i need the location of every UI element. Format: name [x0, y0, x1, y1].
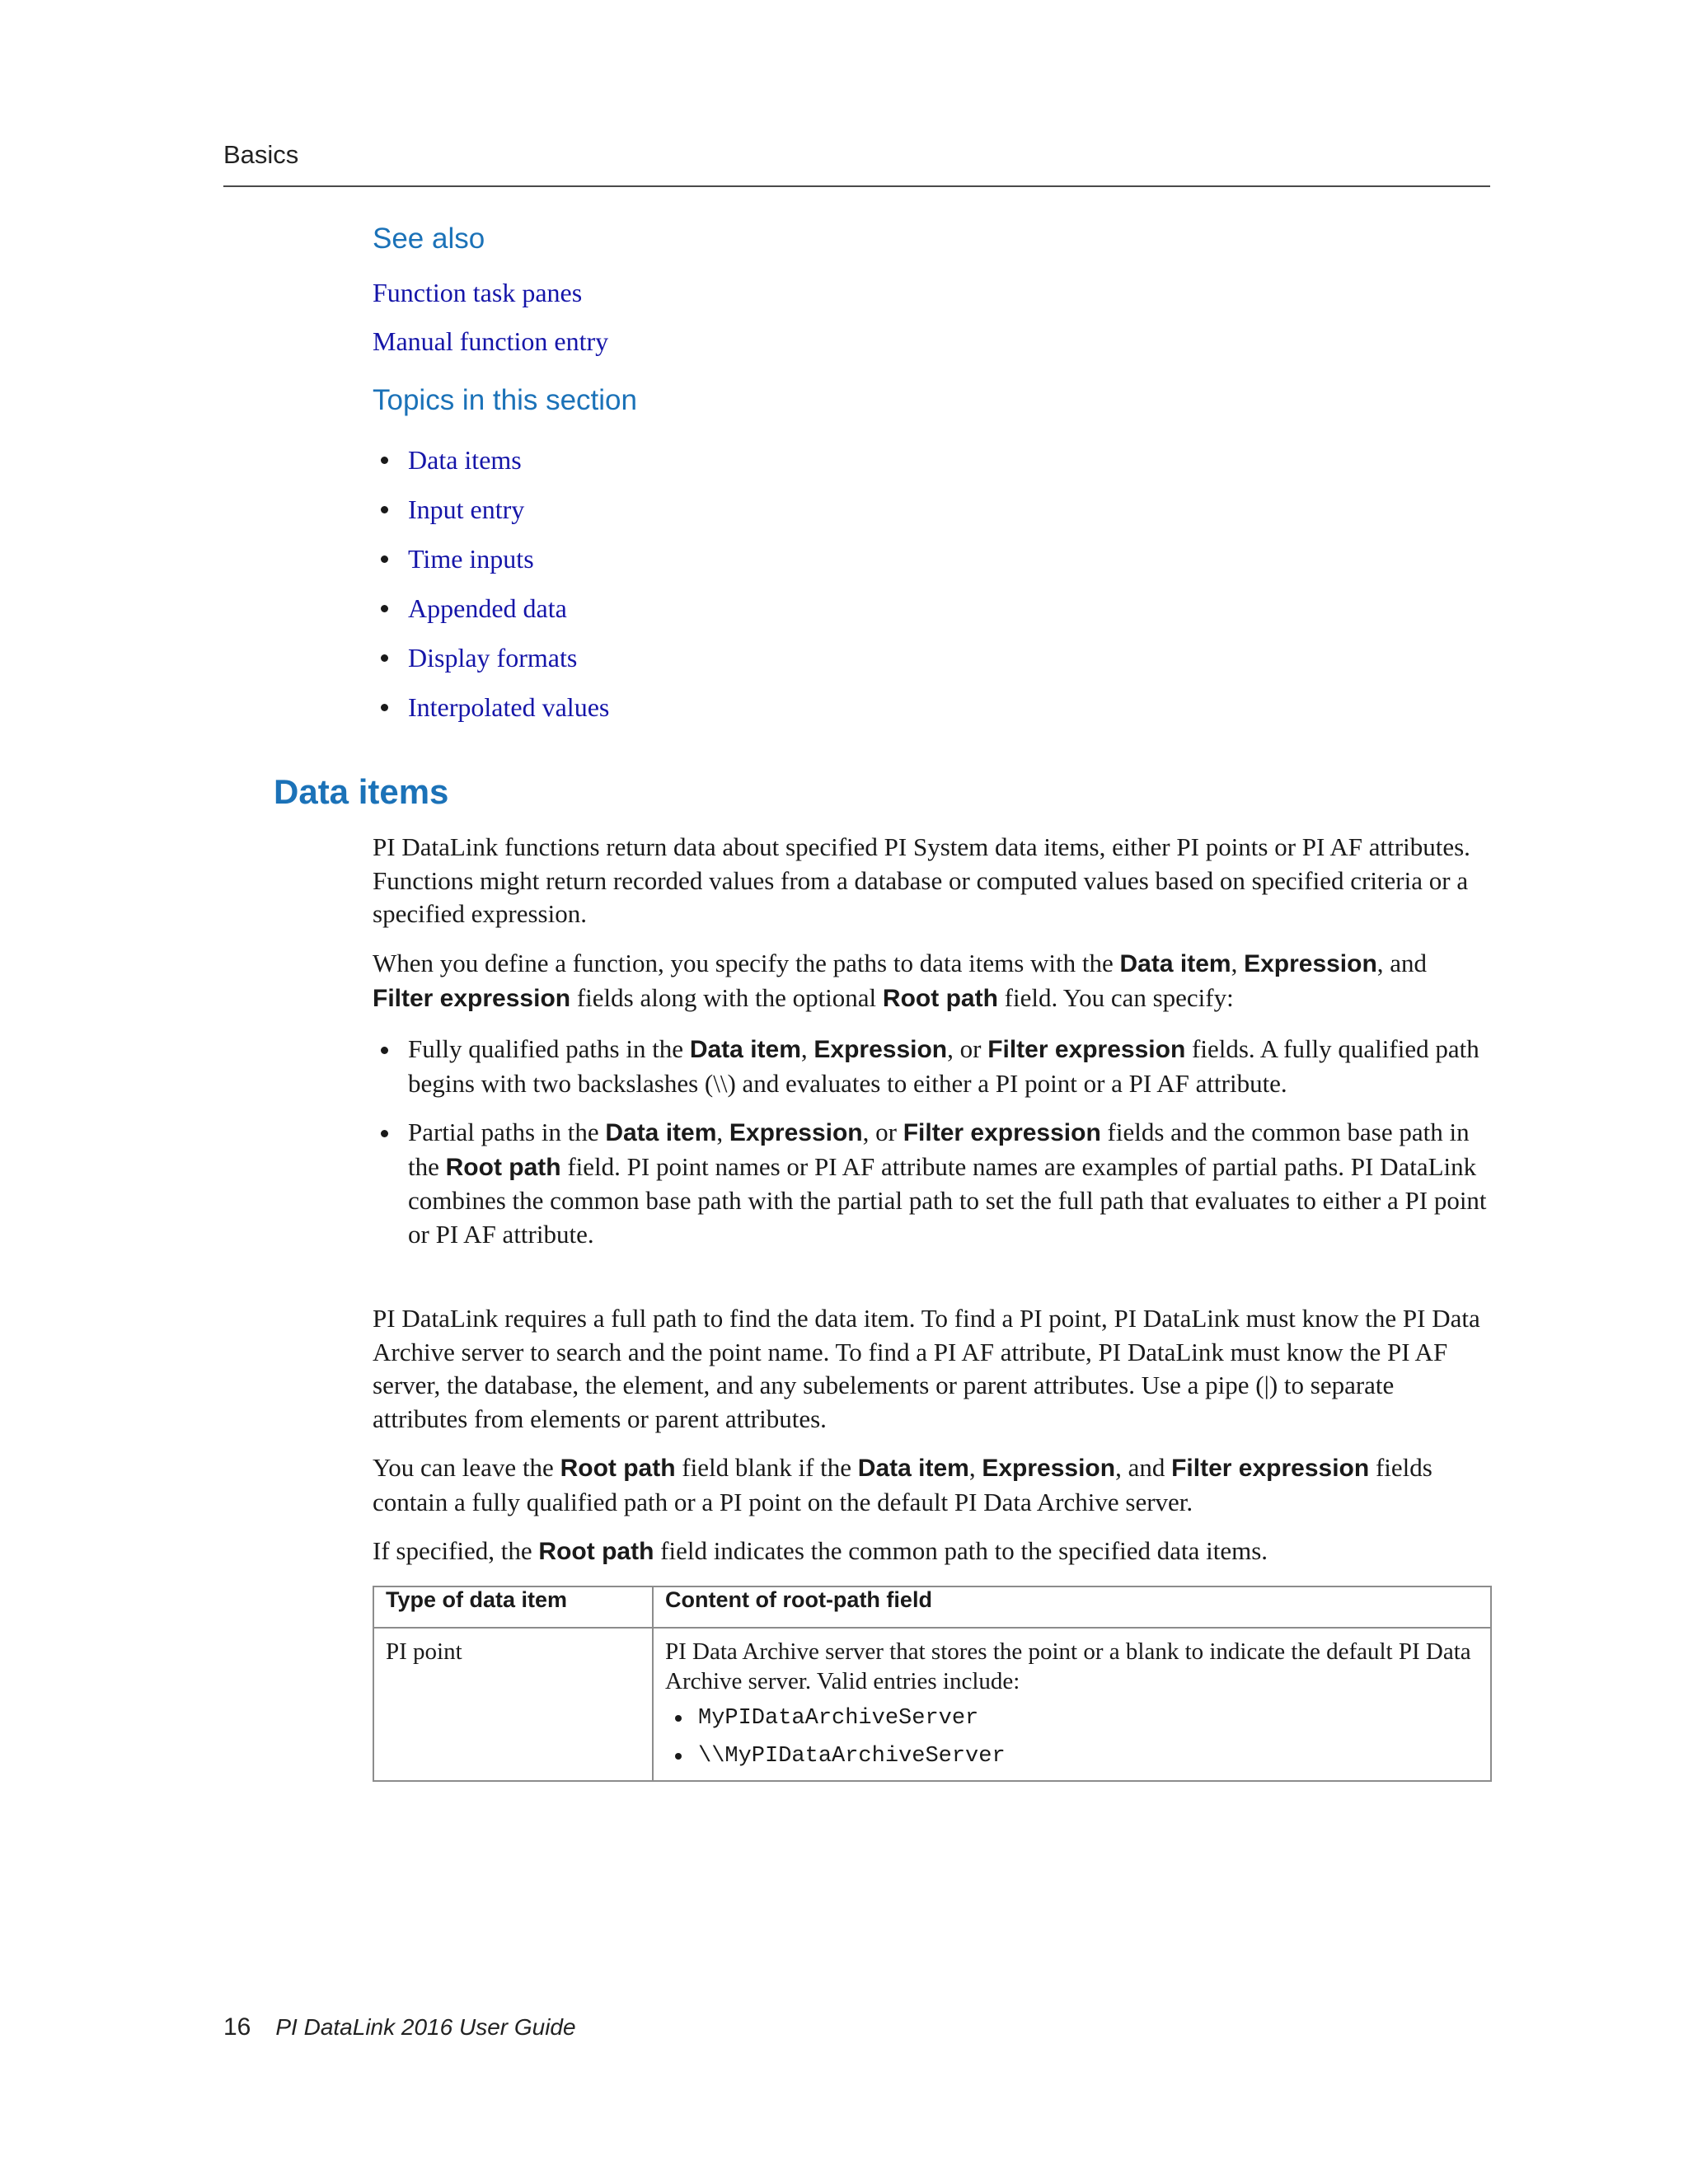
root-path-table [373, 1586, 1492, 1782]
bullet-icon [381, 1130, 388, 1137]
footer-title: PI DataLink 2016 User Guide [275, 2014, 576, 2040]
page-footer [223, 2013, 576, 2041]
see-also-heading: See also [373, 223, 485, 255]
bullet-fully-qualified: Fully qualified paths in the Data item, Expression, or Filter expression fields. A fully qualified path begins with two backslashes (\\) and evaluates to either a PI point or a PI AF attribute. [373, 1033, 1490, 1100]
bullet-partial-paths: Partial paths in the Data item, Expression, or Filter expression fields and the common base path in the Root path field. PI point names or PI AF attribute names are examples of partial paths. PI DataLink combines the common base path with the partial path to set the full path that evaluates to either a PI point or PI AF attribute. [373, 1116, 1490, 1251]
topic-time-inputs[interactable]: Time inputs [373, 541, 609, 590]
table-cell-content: PI Data Archive server that stores the point or a blank to indicate the default PI Data Archive server. Valid entries include: MyPIDataArchiveServer \\MyPIDataArchiveServer [653, 1628, 1491, 1781]
section-title: Data items [274, 772, 449, 811]
link-manual-function-entry[interactable]: Manual function entry [373, 326, 609, 356]
table-cell-type: PI point [373, 1628, 653, 1781]
table-header-type: Type of data item [373, 1586, 653, 1628]
table-header-row [373, 1586, 1491, 1628]
valid-entry: \\MyPIDataArchiveServer [665, 1737, 1479, 1775]
paragraph-define-paths: When you define a function, you specify the paths to data items with the Data item, Expression, and Filter expression fields along with the optional Root path field. You can specify: [373, 949, 1428, 1012]
bullet-icon [675, 1753, 682, 1760]
topic-interpolated-values[interactable]: Interpolated values [373, 689, 609, 738]
bullet-icon [675, 1715, 682, 1722]
valid-entry: MyPIDataArchiveServer [665, 1699, 1479, 1737]
bullet-icon [381, 506, 388, 513]
topic-display-formats[interactable]: Display formats [373, 640, 609, 689]
bullet-icon [381, 654, 388, 662]
topic-input-entry[interactable]: Input entry [373, 491, 609, 541]
valid-entries-list [665, 1699, 1479, 1775]
bullet-icon [381, 1047, 388, 1054]
topics-heading: Topics in this section [373, 384, 637, 416]
paragraph-intro: PI DataLink functions return data about specified PI System data items, either PI points or PI AF attributes. Functions might return recorded values from a database or computed values based on specified criteria or a specified expression. [373, 832, 1470, 928]
paragraph-root-blank: You can leave the Root path field blank if the Data item, Expression, and Filter expression fields contain a fully qualified path or a PI point on the default PI Data Archive server. [373, 1453, 1432, 1516]
header-rule [223, 185, 1490, 187]
paragraph-full-path: PI DataLink requires a full path to find the data item. To find a PI point, PI DataLink must know the PI Data Archive server to search and the point name. To find a PI AF attribute, PI DataLink must know the PI AF server, the database, the element, and any subelements or parent attributes. Use a pipe (|) to separate attributes from elements or parent attributes. [373, 1304, 1480, 1433]
link-function-task-panes[interactable]: Function task panes [373, 278, 583, 307]
path-options-list [373, 1033, 1490, 1267]
bullet-icon [381, 457, 388, 464]
bullet-icon [381, 555, 388, 563]
page-number: 16 [223, 2013, 251, 2041]
running-header: Basics [223, 140, 299, 169]
topic-data-items[interactable]: Data items [373, 442, 609, 491]
bullet-icon [381, 704, 388, 711]
topic-appended-data[interactable]: Appended data [373, 590, 609, 640]
table-row [373, 1628, 1491, 1781]
paragraph-root-specified: If specified, the Root path field indicates the common path to the specified data items. [373, 1536, 1268, 1565]
topics-list [373, 442, 609, 738]
bullet-icon [381, 605, 388, 612]
table-header-content: Content of root-path field [653, 1586, 1491, 1628]
